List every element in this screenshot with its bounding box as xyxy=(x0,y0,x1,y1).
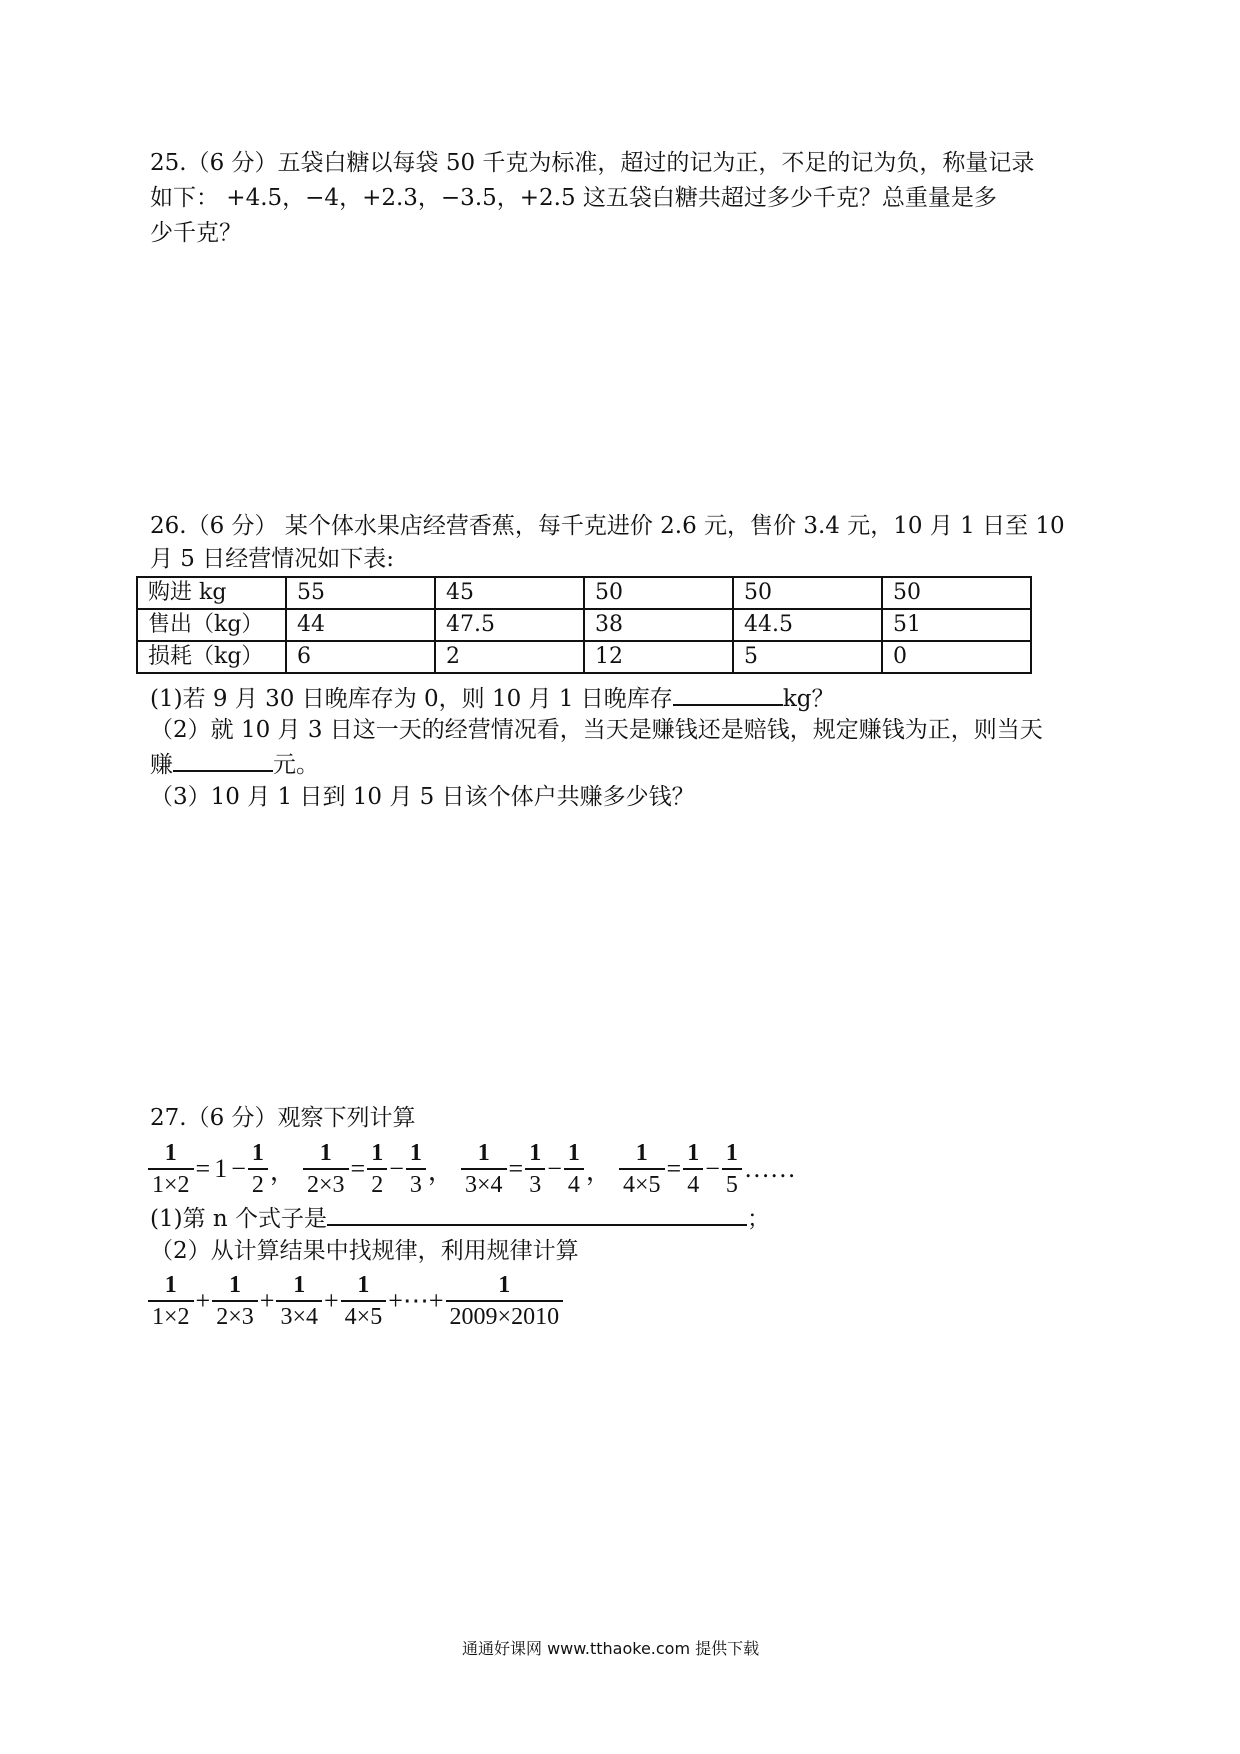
table-cell: 38 xyxy=(584,609,733,641)
table-cell: 45 xyxy=(435,577,584,609)
q26-part2-line1: （2）就 10 月 3 日这一天的经营情况看，当天是赚钱还是赔钱，规定赚钱为正，则当天 xyxy=(150,717,1043,743)
table-cell: 44.5 xyxy=(733,609,882,641)
fraction: $\frac{1}{4}$ xyxy=(564,1138,584,1200)
table-row xyxy=(137,577,1031,609)
q27-part1 xyxy=(150,1200,770,1236)
table-cell: 55 xyxy=(286,577,435,609)
table-cell: 损耗（kg） xyxy=(137,641,286,673)
table-cell: 0 xyxy=(882,641,1031,673)
fraction: $\frac{1}{2}$ xyxy=(367,1138,387,1200)
q26-part1-unit: kg？ xyxy=(782,686,835,712)
table-cell: 2 xyxy=(435,641,584,673)
fraction: $\frac{1}{3}$ xyxy=(406,1138,426,1200)
q26-part1 xyxy=(150,680,834,716)
q26-part2-unit: 元。 xyxy=(273,752,319,778)
q27-title: 27.（6 分）观察下列计算 xyxy=(150,1105,416,1131)
fraction: $\frac{1}{2\times 3}$ xyxy=(212,1270,258,1332)
fraction: $\frac{1}{2009\times 2010}$ xyxy=(446,1270,564,1332)
q25-line1: 25.（6 分）五袋白糖以每袋 50 千克为标准，超过的记为正，不足的记为负，称量记录 xyxy=(150,150,1035,176)
table-cell: 50 xyxy=(882,577,1031,609)
q27-part1-end: ； xyxy=(747,1206,771,1232)
table-cell: 50 xyxy=(733,577,882,609)
q26-line1: 26.（6 分） 某个体水果店经营香蕉，每千克进价 2.6 元，售价 3.4 元，10 月 1 日至 10 xyxy=(150,513,1065,539)
table-row xyxy=(137,641,1031,673)
q26-line2: 月 5 日经营情况如下表: xyxy=(150,546,395,572)
answer-blank[interactable] xyxy=(673,680,783,706)
q26-part3: （3）10 月 1 日到 10 月 5 日该个体户共赚多少钱？ xyxy=(150,784,695,810)
ellipsis: …… xyxy=(743,1154,796,1183)
table-cell: 5 xyxy=(733,641,882,673)
table-cell: 6 xyxy=(286,641,435,673)
fraction: $\frac{1}{3\times 4}$ xyxy=(461,1138,507,1200)
fraction: $\frac{1}{4}$ xyxy=(683,1138,703,1200)
fraction: $\frac{1}{3}$ xyxy=(525,1138,545,1200)
table-cell: 47.5 xyxy=(435,609,584,641)
q25-line2: 如下： +4.5，−4，+2.3，−3.5，+2.5 这五袋白糖共超过多少千克？总重量是多 xyxy=(150,185,997,211)
fraction: $\frac{1}{1\times 2}$ xyxy=(148,1138,194,1200)
table-cell: 51 xyxy=(882,609,1031,641)
q27-sum-expression: $\frac{1}{1\times 2}$ + $\frac{1}{2\times 3}$ + $\frac{1}{3\times 4}$ + $\frac{1}{4\times 5}$ +⋯+ $\frac{1}{2009\times 2010}$ xyxy=(148,1270,563,1332)
table-cell: 12 xyxy=(584,641,733,673)
fraction: $\frac{1}{1\times 2}$ xyxy=(148,1270,194,1332)
fraction: $\frac{1}{4\times 5}$ xyxy=(619,1138,665,1200)
answer-blank[interactable] xyxy=(327,1200,747,1226)
q26-part2-line2 xyxy=(150,746,319,782)
fraction: $\frac{1}{2\times 3}$ xyxy=(303,1138,349,1200)
q27-part2: （2）从计算结果中找规律，利用规律计算 xyxy=(150,1238,579,1264)
fraction: $\frac{1}{2}$ xyxy=(248,1138,268,1200)
q26-part2-text: 赚 xyxy=(150,752,173,778)
table-cell: 售出（kg） xyxy=(137,609,286,641)
fraction: $\frac{1}{5}$ xyxy=(722,1138,742,1200)
table-cell: 44 xyxy=(286,609,435,641)
table-cell: 购进 kg xyxy=(137,577,286,609)
footer-text: 通通好课网 www.tthaoke.com 提供下载 xyxy=(462,1639,760,1658)
inventory-table xyxy=(136,576,1032,674)
table-row xyxy=(137,609,1031,641)
sum-ellipsis: +⋯+ xyxy=(388,1286,444,1315)
answer-blank[interactable] xyxy=(173,746,273,772)
q25-line3: 少千克？ xyxy=(150,220,242,246)
fraction: $\frac{1}{4\times 5}$ xyxy=(341,1270,387,1332)
q27-part1-text: (1)第 n 个式子是 xyxy=(150,1206,328,1232)
table-cell: 50 xyxy=(584,577,733,609)
q27-examples: $\frac{1}{1\times 2}$ = 1 − $\frac{1}{2}$ ， $\frac{1}{2\times 3}$ = $\frac{1}{2}$ − $\frac{1}{3}$ ， $\frac{1}{3\times 4}$ = $\frac{1}{3}$ − $\frac{1}{4}$ ， $\frac{1}{4\times 5}$ = $\frac{1}{4}$ − $\frac{1}{5}$ …… xyxy=(148,1138,798,1200)
q26-part1-text: (1)若 9 月 30 日晚库存为 0，则 10 月 1 日晚库存 xyxy=(150,686,673,712)
fraction: $\frac{1}{3\times 4}$ xyxy=(276,1270,322,1332)
